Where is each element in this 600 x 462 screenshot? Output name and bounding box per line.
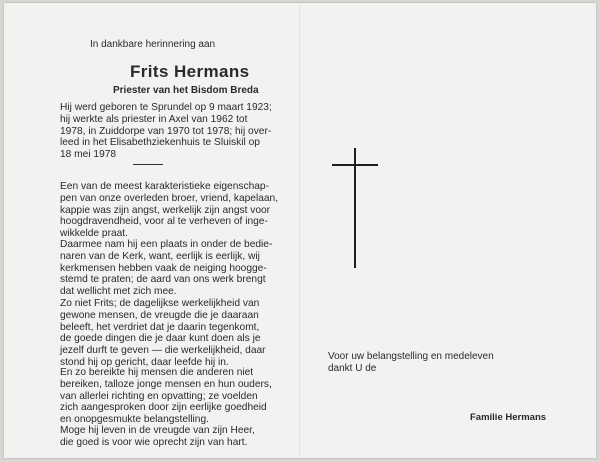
text-line: stond hij op gericht, daar leefde hij in. <box>60 356 229 368</box>
text-line: jezelf durft te geven — die werkelijkheid, daar <box>60 345 266 357</box>
intro-text: In dankbare herinnering aan <box>90 39 216 50</box>
text-line: beleeft, het verdriet dat je daarin tegenkomt, <box>60 321 260 333</box>
text-line: Moge hij leven in de vreugde van zijn Heer, <box>60 425 255 436</box>
text-line: Voor uw belangstelling en medeleven <box>328 351 494 362</box>
text-line: bereiken, talloze jonge mensen en hun ouders, <box>60 378 272 390</box>
text-line: Daarmee nam hij een plaats in onder de bedie- <box>60 239 273 250</box>
deceased-name: Frits Hermans <box>130 62 250 81</box>
text-line: naren van de Kerk, want, eerlijk is eerlijk, wij <box>60 250 260 262</box>
text-line: dankt U de <box>328 363 377 374</box>
memorial-card <box>4 3 596 458</box>
cross-horizontal-bar <box>332 164 378 166</box>
text-line: stemd te praten; de aard van ons werk brengt <box>60 274 266 286</box>
text-line: zich aangesproken door zijn eerlijke goedheid <box>60 402 267 414</box>
text-line: hij werkte als priester in Axel van 1962 tot <box>60 113 248 125</box>
deceased-title: Priester van het Bisdom Breda <box>113 85 259 96</box>
family-signature: Familie Hermans <box>470 412 547 423</box>
paragraph-4 <box>60 367 292 426</box>
text-line: van allerlei richting en opvatting; ze voelden <box>60 390 258 402</box>
text-line: En zo bereikte hij mensen die anderen niet <box>60 367 254 378</box>
text-line: en onopgesmukte belangstelling. <box>60 414 209 426</box>
separator-line <box>133 164 163 165</box>
bio-paragraph <box>60 102 292 161</box>
text-line: wikkelde praat. <box>60 228 128 240</box>
paragraph-2 <box>60 239 292 298</box>
text-line: gewone mensen, de vreugde die je daaraan <box>60 309 259 321</box>
text-line: pen van onze overleden broer, vriend, kapelaan, <box>60 192 279 204</box>
text-line: leed in het Elisabethziekenhuis te Sluiskil op <box>60 137 260 149</box>
text-line: hoogdravendheid, voor al te verheven of inge- <box>60 216 268 228</box>
text-line: die goed is voor wie oprecht zijn van hart. <box>60 436 248 448</box>
text-line: 1978, in Zuiddorpe van 1970 tot 1978; hij over- <box>60 125 272 137</box>
text-line: de goede dingen die je daar kunt doen als je <box>60 333 261 345</box>
text-line: dat wellicht met zich mee. <box>60 286 177 298</box>
text-line: Zo niet Frits; de dagelijkse werkelijkheid van <box>60 298 260 309</box>
fold-line <box>299 3 300 458</box>
text-line: Hij werd geboren te Sprundel op 9 maart 1923; <box>60 102 272 113</box>
thanks-text <box>328 351 494 375</box>
paragraph-3 <box>60 298 292 369</box>
text-line: Een van de meest karakteristieke eigenschap- <box>60 181 269 192</box>
paragraph-5 <box>60 425 292 449</box>
paragraph-1 <box>60 181 292 240</box>
text-line: kerkmensen hebben vaak de neiging hoogge- <box>60 262 267 274</box>
text-line: 18 mei 1978 <box>60 149 117 161</box>
text-line: kappie was zijn angst, werkelijk zijn angst voor <box>60 204 271 216</box>
cross-vertical-bar <box>354 148 356 268</box>
